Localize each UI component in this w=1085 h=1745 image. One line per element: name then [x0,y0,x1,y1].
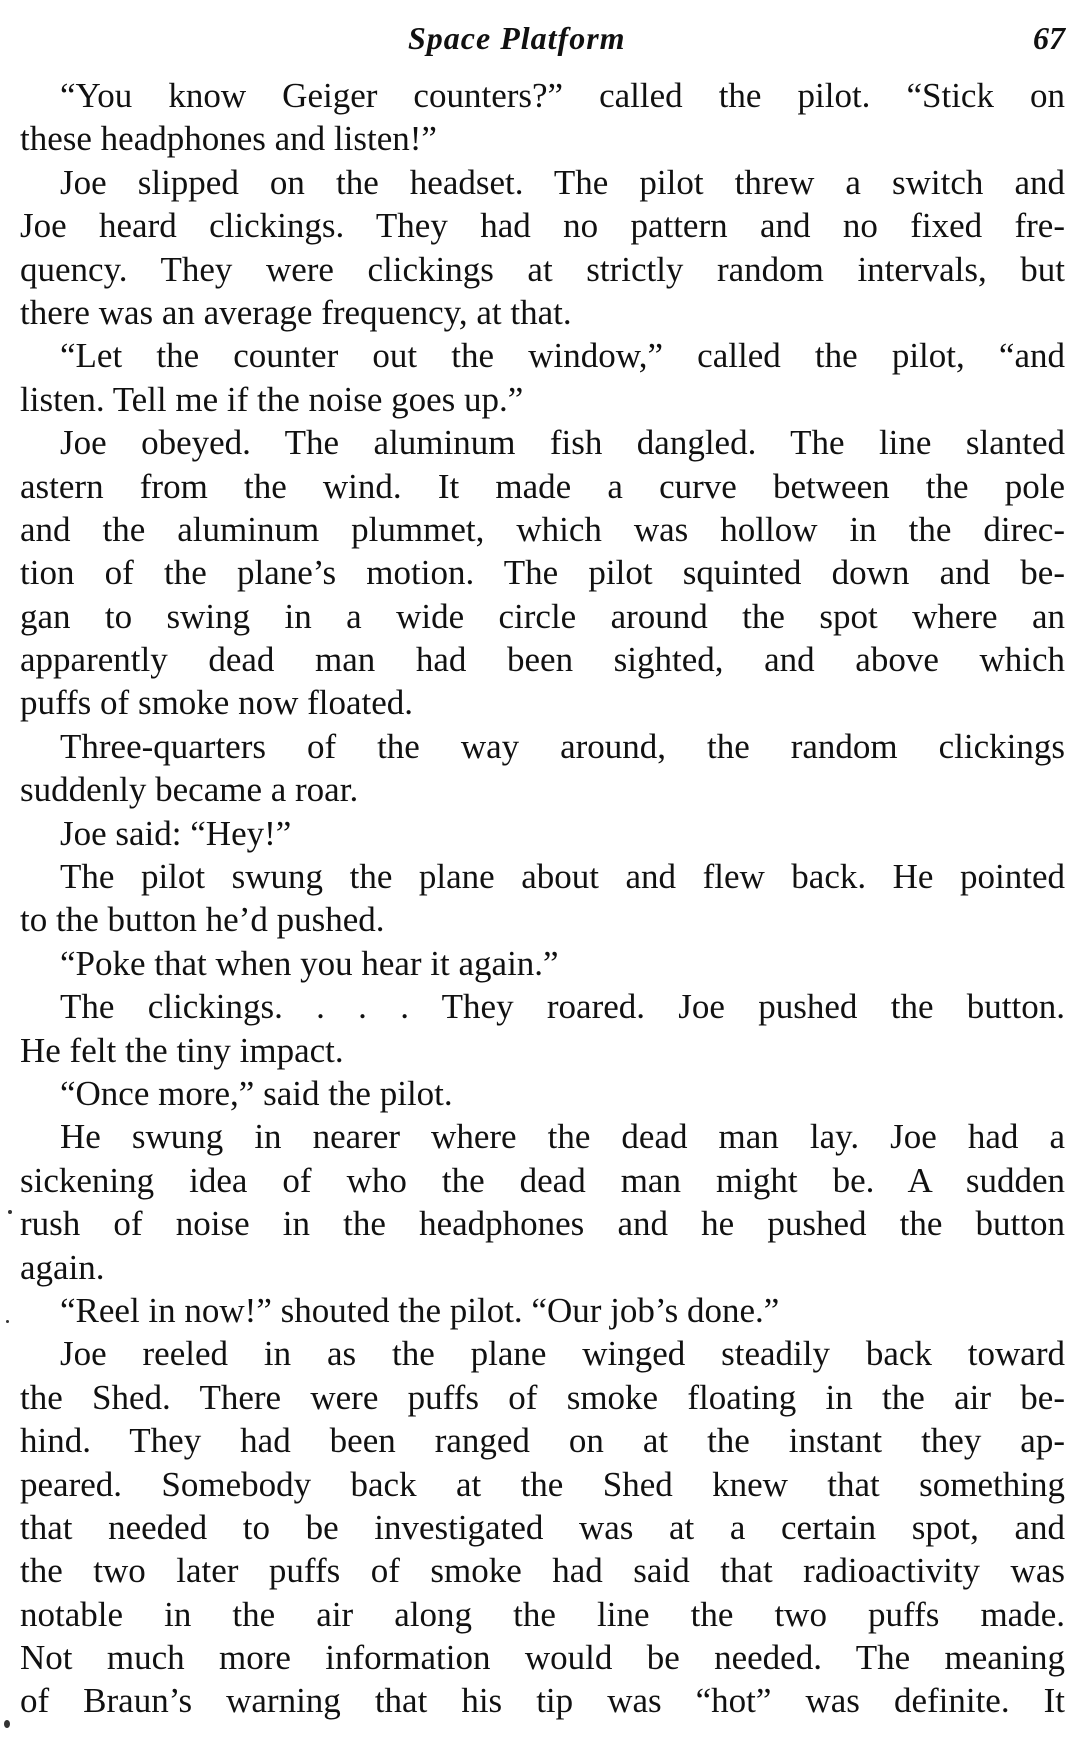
print-speck [6,1320,9,1323]
text-line: the two later puffs of smoke had said that radioactivity was [20,1551,1065,1591]
text-line: He swung in nearer where the dead man lay. Joe had a [60,1117,1065,1157]
running-head: Space Platform [408,20,626,56]
text-line: Joe obeyed. The aluminum fish dangled. The line slanted [60,423,1065,463]
text-line: there was an average frequency, at that. [20,292,572,332]
text-line: and the aluminum plummet, which was hollow in the direc- [20,509,1065,549]
text-line: “Let the counter out the window,” called the pilot, “and [60,336,1065,376]
text-line: Not much more information would be needed. The meaning [20,1638,1065,1678]
text-line: hind. They had been ranged on at the instant they ap- [20,1421,1065,1461]
text-line: peared. Somebody back at the Shed knew that something [20,1464,1065,1504]
text-line: “Once more,” said the pilot. [60,1073,453,1113]
page-header [20,20,1065,64]
text-line: The pilot swung the plane about and flew back. He pointed [60,857,1065,897]
text-line: to the button he’d pushed. [20,900,385,940]
text-line: of Braun’s warning that his tip was “hot” was definite. It [20,1681,1065,1721]
text-line: notable in the air along the line the two puffs made. [20,1594,1065,1634]
text-line: Joe heard clickings. They had no pattern and no fixed fre- [20,206,1065,246]
book-page [20,0,1065,1745]
text-line: suddenly became a roar. [20,770,359,810]
text-line: listen. Tell me if the noise goes up.” [20,379,524,419]
text-line: Joe reeled in as the plane winged steadily back toward [60,1334,1065,1374]
text-line: He felt the tiny impact. [20,1030,344,1070]
text-line: that needed to be investigated was at a certain spot, and [20,1507,1065,1547]
text-line: Three-quarters of the way around, the random clickings [60,726,1065,766]
text-line: tion of the plane’s motion. The pilot squinted down and be- [20,553,1065,593]
text-line: sickening idea of who the dead man might be. A sudden [20,1160,1065,1200]
body-text [20,74,1065,1723]
text-line: these headphones and listen!” [20,119,437,159]
text-line: puffs of smoke now floated. [20,683,414,723]
print-speck [4,1720,10,1728]
text-line: apparently dead man had been sighted, and above which [20,640,1065,680]
text-line: the Shed. There were puffs of smoke floating in the air be- [20,1377,1065,1417]
text-line: rush of noise in the headphones and he pushed the button [20,1204,1065,1244]
print-speck [8,1210,12,1214]
text-line: The clickings. . . . They roared. Joe pushed the button. [60,987,1065,1027]
text-line: “Poke that when you hear it again.” [60,943,559,983]
text-line: Joe said: “Hey!” [60,813,292,853]
page-number: 67 [1033,20,1065,56]
text-line: again. [20,1247,105,1287]
text-line: “Reel in now!” shouted the pilot. “Our job’s done.” [60,1290,780,1330]
text-line: Joe slipped on the headset. The pilot threw a switch and [60,162,1065,202]
text-line: quency. They were clickings at strictly random intervals, but [20,249,1065,289]
text-line: astern from the wind. It made a curve between the pole [20,466,1065,506]
text-line: “You know Geiger counters?” called the pilot. “Stick on [60,76,1065,115]
text-line: gan to swing in a wide circle around the spot where an [20,596,1065,636]
